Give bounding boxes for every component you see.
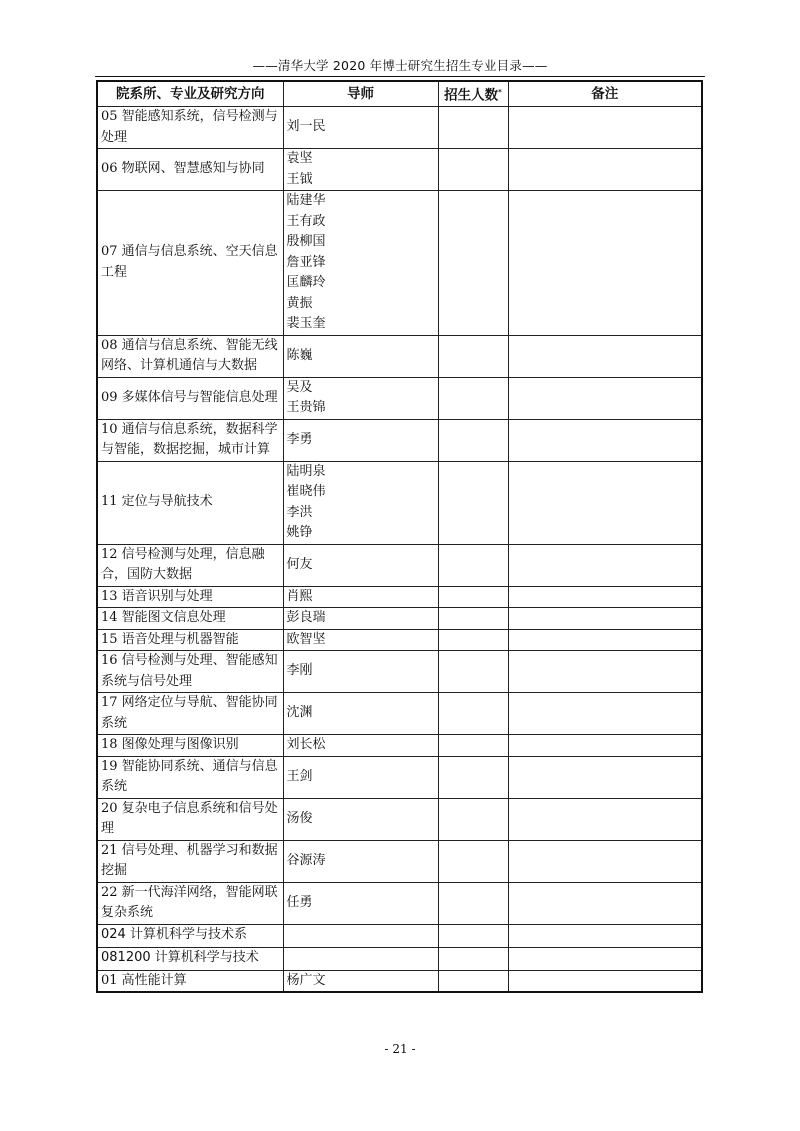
note-cell <box>508 461 702 544</box>
research-direction: 06 物联网、智慧感知与协同 <box>97 149 283 191</box>
quota-cell <box>438 798 508 840</box>
research-direction: 20 复杂电子信息系统和信号处理 <box>97 798 283 840</box>
empty-cell <box>438 924 508 947</box>
page-number: - 21 - <box>384 1042 416 1056</box>
table-row <box>97 107 702 149</box>
advisor-cell <box>283 735 438 757</box>
note-cell <box>508 756 702 798</box>
quota-cell <box>438 840 508 882</box>
advisor-name: 李勇 <box>286 431 313 447</box>
quota-cell <box>438 882 508 924</box>
research-direction: 12 信号检测与处理，信息融合，国防大数据 <box>97 544 283 586</box>
advisor-name: 汤俊 <box>286 810 313 826</box>
research-direction: 01 高性能计算 <box>97 970 283 992</box>
advisor-cell <box>283 608 438 630</box>
quota-cell <box>438 149 508 191</box>
empty-cell <box>438 947 508 970</box>
note-cell <box>508 840 702 882</box>
research-direction: 09 多媒体信号与智能信息处理 <box>97 377 283 419</box>
advisor-name: 欧智坚 <box>286 631 326 647</box>
advisor-name: 王贵锦 <box>286 400 326 415</box>
advisor-name: 刘长松 <box>286 737 326 752</box>
advisor-name: 刘一民 <box>286 119 326 135</box>
empty-cell <box>283 924 438 947</box>
major-heading: 081200 计算机科学与技术 <box>97 947 283 970</box>
advisor-name: 裴玉奎 <box>286 316 326 331</box>
advisor-cell <box>283 107 438 149</box>
advisor-name: 彭良瑞 <box>286 610 326 625</box>
advisor-name: 陈巍 <box>286 347 313 363</box>
table-row <box>97 735 702 757</box>
advisor-name: 王钺 <box>286 171 313 187</box>
note-cell <box>508 419 702 461</box>
column-header-advisor: 导师 <box>283 81 438 107</box>
advisor-cell <box>283 544 438 586</box>
research-direction: 21 信号处理、机器学习和数据挖掘 <box>97 840 283 882</box>
advisor-name: 王有政 <box>286 213 326 229</box>
table-row <box>97 629 702 651</box>
research-direction: 22 新一代海洋网络，智能网联复杂系统 <box>97 882 283 924</box>
header-rule <box>95 76 705 77</box>
advisor-name: 匡麟玲 <box>286 275 326 290</box>
research-direction: 19 智能协同系统、通信与信息系统 <box>97 756 283 798</box>
advisor-name: 崔晓伟 <box>286 484 326 499</box>
note-cell <box>508 693 702 735</box>
note-cell <box>508 149 702 191</box>
advisor-cell <box>283 461 438 544</box>
advisor-name: 黄振 <box>286 295 313 311</box>
advisor-name: 吴及 <box>286 379 313 395</box>
department-heading: 024 计算机科学与技术系 <box>97 924 283 947</box>
quota-cell <box>438 756 508 798</box>
column-header-direction: 院系所、专业及研究方向 <box>97 81 283 107</box>
table-row <box>97 461 702 544</box>
column-header-quota <box>438 81 508 107</box>
note-cell <box>508 191 702 336</box>
advisor-cell <box>283 970 438 992</box>
research-direction: 17 网络定位与导航、智能协同系统 <box>97 693 283 735</box>
advisor-cell <box>283 882 438 924</box>
advisor-cell <box>283 586 438 608</box>
note-cell <box>508 882 702 924</box>
table-row <box>97 970 702 992</box>
advisor-name: 袁坚 <box>286 151 313 166</box>
table-row <box>97 608 702 630</box>
quota-cell <box>438 335 508 377</box>
advisor-name: 李刚 <box>286 663 313 679</box>
table-row <box>97 419 702 461</box>
advisor-name: 肖熙 <box>286 588 313 604</box>
table-row <box>97 840 702 882</box>
research-direction: 05 智能感知系统，信号检测与处理 <box>97 107 283 149</box>
research-direction: 15 语音处理与机器智能 <box>97 629 283 651</box>
page-header: ——清华大学 2020 年博士研究生招生专业目录—— <box>252 58 548 73</box>
quota-footnote-mark: * <box>498 88 502 96</box>
major-heading-row <box>97 947 702 970</box>
empty-cell <box>508 924 702 947</box>
quota-cell <box>438 693 508 735</box>
table-row <box>97 798 702 840</box>
note-cell <box>508 335 702 377</box>
advisor-name: 王剑 <box>286 768 313 784</box>
quota-cell <box>438 735 508 757</box>
advisor-cell <box>283 149 438 191</box>
advisor-cell <box>283 693 438 735</box>
advisor-name: 詹亚锋 <box>286 254 326 270</box>
advisor-name: 殷柳国 <box>286 234 326 249</box>
research-direction: 13 语音识别与处理 <box>97 586 283 608</box>
table-body <box>97 107 702 993</box>
column-header-note: 备注 <box>508 81 702 107</box>
research-direction: 11 定位与导航技术 <box>97 461 283 544</box>
note-cell <box>508 377 702 419</box>
advisor-name: 谷源涛 <box>286 852 326 868</box>
table-header-row <box>97 81 702 107</box>
note-cell <box>508 651 702 693</box>
note-cell <box>508 107 702 149</box>
table-row <box>97 149 702 191</box>
table-row <box>97 882 702 924</box>
quota-cell <box>438 651 508 693</box>
table-row <box>97 377 702 419</box>
research-direction: 14 智能图文信息处理 <box>97 608 283 630</box>
advisor-cell <box>283 651 438 693</box>
quota-cell <box>438 377 508 419</box>
empty-cell <box>283 947 438 970</box>
quota-cell <box>438 970 508 992</box>
advisor-cell <box>283 191 438 336</box>
research-direction: 18 图像处理与图像识别 <box>97 735 283 757</box>
quota-cell <box>438 629 508 651</box>
quota-cell <box>438 608 508 630</box>
advisor-cell <box>283 798 438 840</box>
table-row <box>97 335 702 377</box>
advisor-name: 沈渊 <box>286 705 313 721</box>
advisor-cell <box>283 335 438 377</box>
quota-cell <box>438 461 508 544</box>
note-cell <box>508 629 702 651</box>
advisor-name: 何友 <box>286 556 313 572</box>
note-cell <box>508 735 702 757</box>
table-row <box>97 544 702 586</box>
advisor-cell <box>283 629 438 651</box>
advisor-cell <box>283 419 438 461</box>
quota-cell <box>438 586 508 608</box>
advisor-cell <box>283 756 438 798</box>
catalog-table <box>96 80 703 993</box>
note-cell <box>508 586 702 608</box>
advisor-cell <box>283 377 438 419</box>
note-cell <box>508 608 702 630</box>
quota-cell <box>438 191 508 336</box>
empty-cell <box>508 947 702 970</box>
advisor-name: 任勇 <box>286 894 313 910</box>
table-row <box>97 756 702 798</box>
research-direction: 10 通信与信息系统，数据科学与智能，数据挖掘，城市计算 <box>97 419 283 461</box>
quota-cell <box>438 107 508 149</box>
advisor-name: 陆明泉 <box>286 463 326 479</box>
advisor-name: 李洪 <box>286 504 313 520</box>
note-cell <box>508 544 702 586</box>
department-heading-row <box>97 924 702 947</box>
note-cell <box>508 798 702 840</box>
advisor-name: 杨广文 <box>286 972 326 988</box>
table-row <box>97 693 702 735</box>
advisor-cell <box>283 840 438 882</box>
research-direction: 16 信号检测与处理、智能感知系统与信号处理 <box>97 651 283 693</box>
advisor-name: 陆建华 <box>286 193 326 208</box>
table-row <box>97 651 702 693</box>
research-direction: 08 通信与信息系统、智能无线网络、计算机通信与大数据 <box>97 335 283 377</box>
table-row <box>97 191 702 336</box>
advisor-name: 姚铮 <box>286 525 313 540</box>
note-cell <box>508 970 702 992</box>
research-direction: 07 通信与信息系统、空天信息工程 <box>97 191 283 336</box>
table-row <box>97 586 702 608</box>
quota-label: 招生人数 <box>444 87 499 104</box>
quota-cell <box>438 419 508 461</box>
quota-cell <box>438 544 508 586</box>
